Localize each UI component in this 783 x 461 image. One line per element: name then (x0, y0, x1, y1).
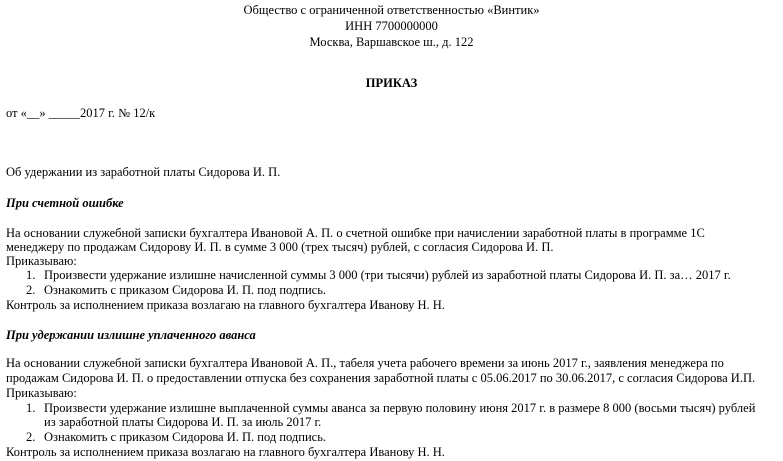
section2-item1-text-continued: из заработной платы Сидорова И. П. за июль 2017 г. (44, 415, 322, 429)
section2-orders-label: Приказываю: (6, 386, 77, 400)
section1-basis-line2: менеджеру по продажам Сидорову И. П. в сумме 3 000 (трех тысяч) рублей, с согласия Сидорова И. П. (6, 240, 554, 254)
section1-orders-label: Приказываю: (6, 254, 77, 268)
section2-item1-number: 1. (26, 401, 36, 415)
section2-heading: При удержании излишне уплаченного аванса (6, 328, 256, 342)
section1-item1-number: 1. (26, 268, 36, 282)
organization-address: Москва, Варшавское ш., д. 122 (309, 35, 474, 49)
section2-basis-line2: продажам Сидорова И. П. о предоставлении отпуска без сохранения заработной платы с 05.06.2017 по 30.06.2017, с согласия Сидорова И.П. (6, 371, 756, 385)
section2-item1-text: Произвести удержание излишне выплаченной суммы аванса за первую половину июня 2017 г. в размере 8 000 (восьми тысяч) рублей (44, 401, 756, 415)
section1-basis-line1: На основании служебной записки бухгалтера Ивановой А. П. о счетной ошибке при начислении заработной платы в программе 1С (6, 226, 705, 240)
order-date-number: от «__» _____2017 г. № 12/к (6, 106, 156, 120)
section1-heading: При счетной ошибке (6, 196, 124, 210)
section2-item2-text: Ознакомить с приказом Сидорова И. П. под подпись. (44, 430, 327, 444)
section2-basis-line1: На основании служебной записки бухгалтера Ивановой А. П., табеля учета рабочего времени за июнь 2017 г., заявления менеджера по (6, 356, 724, 370)
document-title: ПРИКАЗ (365, 76, 418, 90)
order-subject: Об удержании из заработной платы Сидорова И. П. (6, 165, 281, 179)
section2-control: Контроль за исполнением приказа возлагаю на главного бухгалтера Иванову Н. Н. (6, 445, 445, 459)
section1-control: Контроль за исполнением приказа возлагаю на главного бухгалтера Иванову Н. Н. (6, 298, 445, 312)
organization-header (0, 2, 783, 50)
section2-item2-number: 2. (26, 430, 36, 444)
section1-item2-number: 2. (26, 283, 36, 297)
organization-name: Общество с ограниченной ответственностью «Винтик» (243, 3, 540, 17)
section1-item2-text: Ознакомить с приказом Сидорова И. П. под подпись. (44, 283, 327, 297)
section1-item1-text: Произвести удержание излишне начисленной суммы 3 000 (три тысячи) рублей из заработной платы Сидорова И. П. за… 2017 г. (44, 268, 731, 282)
organization-inn: ИНН 7700000000 (345, 19, 438, 33)
